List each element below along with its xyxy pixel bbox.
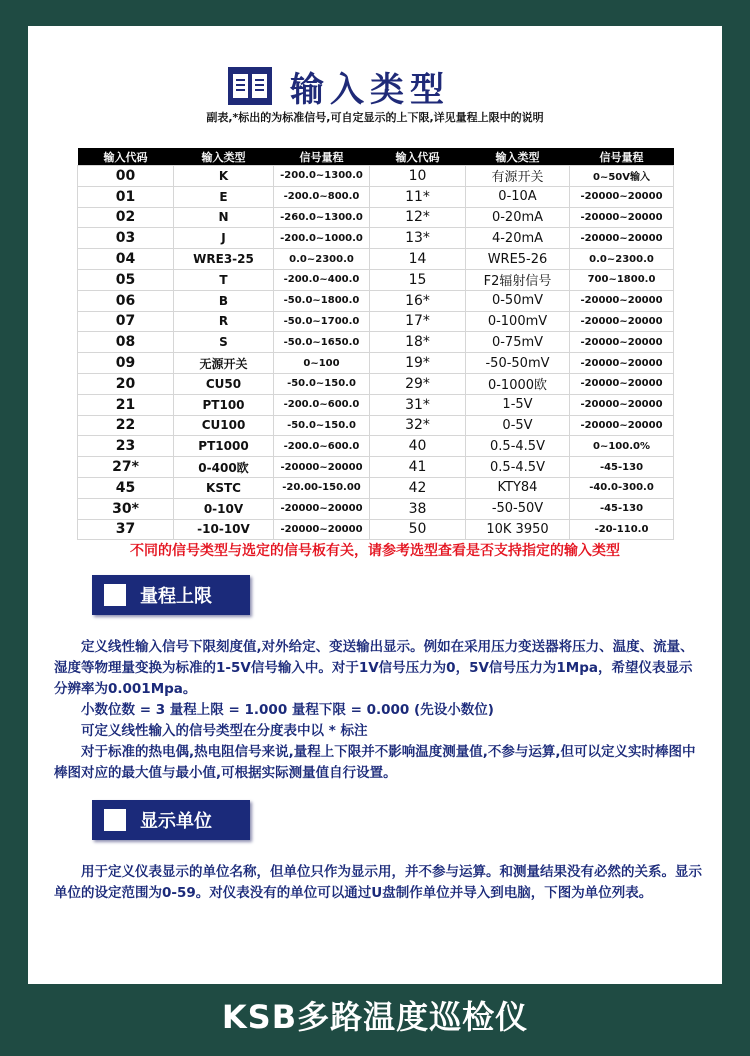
table-cell: 有源开关 bbox=[466, 166, 570, 187]
table-cell: 18* bbox=[370, 332, 466, 353]
table-cell: 0-1000欧 bbox=[466, 373, 570, 394]
table-cell: 40 bbox=[370, 436, 466, 457]
table-cell: -20000~20000 bbox=[570, 228, 674, 249]
table-cell: 09 bbox=[78, 353, 174, 374]
section-title: 显示单位 bbox=[140, 811, 212, 832]
table-cell: -20000~20000 bbox=[274, 498, 370, 519]
table-cell: 0.5-4.5V bbox=[466, 457, 570, 478]
table-cell: F2辐射信号 bbox=[466, 269, 570, 290]
table-cell: -20000~20000 bbox=[274, 519, 370, 540]
table-cell: S bbox=[174, 332, 274, 353]
table-row bbox=[78, 166, 674, 187]
table-cell: -45-130 bbox=[570, 457, 674, 478]
table-cell: 无源开关 bbox=[174, 353, 274, 374]
table-cell: E bbox=[174, 186, 274, 207]
table-cell: -20000~20000 bbox=[274, 457, 370, 478]
table-cell: 32* bbox=[370, 415, 466, 436]
table-cell: 29* bbox=[370, 373, 466, 394]
table-cell: 41 bbox=[370, 457, 466, 478]
table-cell: T bbox=[174, 269, 274, 290]
table-cell: -50.0~150.0 bbox=[274, 373, 370, 394]
table-cell: 10K 3950 bbox=[466, 519, 570, 540]
table-cell: 0.0~2300.0 bbox=[570, 249, 674, 270]
table-cell: 50 bbox=[370, 519, 466, 540]
range-text-1: 定义线性输入信号下限刻度值,对外给定、变送输出显示。例如在采用压力变送器将压力、温度、流量、湿度等物理量变换为标准的1-5V信号输入中。对于1V信号压力为0，5V信号压力为1Mpa，希望仪表显示分辨率为0.001Mpa。 bbox=[54, 639, 694, 697]
page-title: 输入类型 bbox=[290, 69, 450, 110]
table-cell: WRE3-25 bbox=[174, 249, 274, 270]
table-row bbox=[78, 457, 674, 478]
table-cell: -50-50mV bbox=[466, 353, 570, 374]
table-cell: -20-110.0 bbox=[570, 519, 674, 540]
table-cell: 0.0~2300.0 bbox=[274, 249, 370, 270]
table-cell: -50-50V bbox=[466, 498, 570, 519]
table-row bbox=[78, 415, 674, 436]
book-icon bbox=[228, 67, 272, 105]
table-row bbox=[78, 186, 674, 207]
table-row bbox=[78, 249, 674, 270]
table-cell: 0-10A bbox=[466, 186, 570, 207]
table-cell: 0-75mV bbox=[466, 332, 570, 353]
table-cell: J bbox=[174, 228, 274, 249]
table-cell: 0.5-4.5V bbox=[466, 436, 570, 457]
table-cell: -50.0~150.0 bbox=[274, 415, 370, 436]
table-cell: -50.0~1700.0 bbox=[274, 311, 370, 332]
table-cell: 30* bbox=[78, 498, 174, 519]
table-cell: 27* bbox=[78, 457, 174, 478]
column-header: 输入代码 bbox=[78, 148, 174, 166]
table-cell: 4-20mA bbox=[466, 228, 570, 249]
footer-title: KSB多路温度巡检仪 bbox=[221, 998, 529, 1036]
unit-section-heading bbox=[92, 800, 250, 840]
header bbox=[228, 56, 450, 116]
table-cell: 01 bbox=[78, 186, 174, 207]
table-cell: 37 bbox=[78, 519, 174, 540]
table-header-row bbox=[78, 148, 674, 166]
table-cell: 19* bbox=[370, 353, 466, 374]
table-row bbox=[78, 353, 674, 374]
table-cell: 0~100 bbox=[274, 353, 370, 374]
table-cell: 05 bbox=[78, 269, 174, 290]
table-cell: 15 bbox=[370, 269, 466, 290]
table-cell: 22 bbox=[78, 415, 174, 436]
table-cell: -20000~20000 bbox=[570, 415, 674, 436]
table-cell: -260.0~1300.0 bbox=[274, 207, 370, 228]
table-cell: PT1000 bbox=[174, 436, 274, 457]
range-text-3: 可定义线性输入的信号类型在分度表中以 * 标注 bbox=[81, 723, 368, 739]
table-row bbox=[78, 394, 674, 415]
table-cell: -200.0~1300.0 bbox=[274, 166, 370, 187]
table-cell: 10 bbox=[370, 166, 466, 187]
table-row bbox=[78, 498, 674, 519]
document-page bbox=[28, 26, 722, 984]
table-cell: 31* bbox=[370, 394, 466, 415]
table-cell: 06 bbox=[78, 290, 174, 311]
table-cell: 02 bbox=[78, 207, 174, 228]
table-row bbox=[78, 477, 674, 498]
range-text-4: 对于标准的热电偶,热电阻信号来说,量程上下限并不影响温度测量值,不参与运算,但可以定义实时棒图中棒图对应的最大值与最小值,可根据实际测量值自行设置。 bbox=[54, 744, 696, 781]
table-cell: -20000~20000 bbox=[570, 373, 674, 394]
table-cell: 21 bbox=[78, 394, 174, 415]
table-cell: -20000~20000 bbox=[570, 290, 674, 311]
table-cell: -20000~20000 bbox=[570, 332, 674, 353]
column-header: 输入类型 bbox=[174, 148, 274, 166]
table-cell: 11* bbox=[370, 186, 466, 207]
table-cell: -20000~20000 bbox=[570, 186, 674, 207]
table-cell: 0~100.0% bbox=[570, 436, 674, 457]
range-paragraph bbox=[54, 637, 702, 784]
table-cell: -20000~20000 bbox=[570, 207, 674, 228]
table-cell: -20000~20000 bbox=[570, 311, 674, 332]
page-subtitle: 副表,*标出的为标准信号,可自定显示的上下限,详见量程上限中的说明 bbox=[206, 111, 544, 124]
table-row bbox=[78, 519, 674, 540]
table-cell: -40.0-300.0 bbox=[570, 477, 674, 498]
table-cell: K bbox=[174, 166, 274, 187]
table-cell: 07 bbox=[78, 311, 174, 332]
table-cell: -20000~20000 bbox=[570, 394, 674, 415]
table-cell: 14 bbox=[370, 249, 466, 270]
table-row bbox=[78, 436, 674, 457]
table-cell: 0~50V输入 bbox=[570, 166, 674, 187]
column-header: 信号量程 bbox=[274, 148, 370, 166]
table-cell: R bbox=[174, 311, 274, 332]
table-row bbox=[78, 332, 674, 353]
table-cell: -20000~20000 bbox=[570, 353, 674, 374]
table-cell: KTY84 bbox=[466, 477, 570, 498]
table-cell: 12* bbox=[370, 207, 466, 228]
table-cell: -10-10V bbox=[174, 519, 274, 540]
compatibility-notice: 不同的信号类型与选定的信号板有关，请参考选型查看是否支持指定的输入类型 bbox=[130, 543, 620, 559]
table-cell: 13* bbox=[370, 228, 466, 249]
table-cell: -200.0~600.0 bbox=[274, 436, 370, 457]
table-cell: -50.0~1650.0 bbox=[274, 332, 370, 353]
table-row bbox=[78, 311, 674, 332]
table-cell: 23 bbox=[78, 436, 174, 457]
table-cell: 700~1800.0 bbox=[570, 269, 674, 290]
section-title: 量程上限 bbox=[140, 586, 212, 607]
table-row bbox=[78, 228, 674, 249]
table-cell: PT100 bbox=[174, 394, 274, 415]
table-cell: 0-20mA bbox=[466, 207, 570, 228]
table-cell: -20.00-150.00 bbox=[274, 477, 370, 498]
table-cell: -200.0~800.0 bbox=[274, 186, 370, 207]
range-section-heading bbox=[92, 575, 250, 615]
table-cell: KSTC bbox=[174, 477, 274, 498]
table-cell: 45 bbox=[78, 477, 174, 498]
unit-text-1: 用于定义仪表显示的单位名称，但单位只作为显示用，并不参与运算。和测量结果没有必然的关系。显示单位的设定范围为0-59。对仪表没有的单位可以通过U盘制作单位并导入到电脑，下图为单位列表。 bbox=[54, 864, 702, 901]
table-cell: CU100 bbox=[174, 415, 274, 436]
table-row bbox=[78, 290, 674, 311]
table-cell: CU50 bbox=[174, 373, 274, 394]
column-header: 信号量程 bbox=[570, 148, 674, 166]
column-header: 输入代码 bbox=[370, 148, 466, 166]
table-cell: 08 bbox=[78, 332, 174, 353]
table-cell: B bbox=[174, 290, 274, 311]
table-row bbox=[78, 207, 674, 228]
table-cell: N bbox=[174, 207, 274, 228]
table-cell: 00 bbox=[78, 166, 174, 187]
table-cell: WRE5-26 bbox=[466, 249, 570, 270]
unit-paragraph bbox=[54, 862, 702, 904]
square-icon bbox=[104, 584, 126, 606]
input-type-table bbox=[77, 148, 674, 540]
table-cell: 1-5V bbox=[466, 394, 570, 415]
table-cell: 0-5V bbox=[466, 415, 570, 436]
table-cell: 0-50mV bbox=[466, 290, 570, 311]
table-cell: -200.0~600.0 bbox=[274, 394, 370, 415]
table-row bbox=[78, 373, 674, 394]
table-cell: 16* bbox=[370, 290, 466, 311]
table-cell: 20 bbox=[78, 373, 174, 394]
table-cell: 38 bbox=[370, 498, 466, 519]
table-cell: -200.0~1000.0 bbox=[274, 228, 370, 249]
table-cell: 0-100mV bbox=[466, 311, 570, 332]
table-cell: 03 bbox=[78, 228, 174, 249]
range-text-2: 小数位数 = 3 量程上限 = 1.000 量程下限 = 0.000 (先设小数位) bbox=[81, 702, 494, 718]
table-cell: 42 bbox=[370, 477, 466, 498]
table-cell: 0-10V bbox=[174, 498, 274, 519]
square-icon bbox=[104, 809, 126, 831]
table-cell: -200.0~400.0 bbox=[274, 269, 370, 290]
table-cell: -45-130 bbox=[570, 498, 674, 519]
table-cell: -50.0~1800.0 bbox=[274, 290, 370, 311]
column-header: 输入类型 bbox=[466, 148, 570, 166]
table-cell: 04 bbox=[78, 249, 174, 270]
table-cell: 0-400欧 bbox=[174, 457, 274, 478]
table-row bbox=[78, 269, 674, 290]
table-cell: 17* bbox=[370, 311, 466, 332]
